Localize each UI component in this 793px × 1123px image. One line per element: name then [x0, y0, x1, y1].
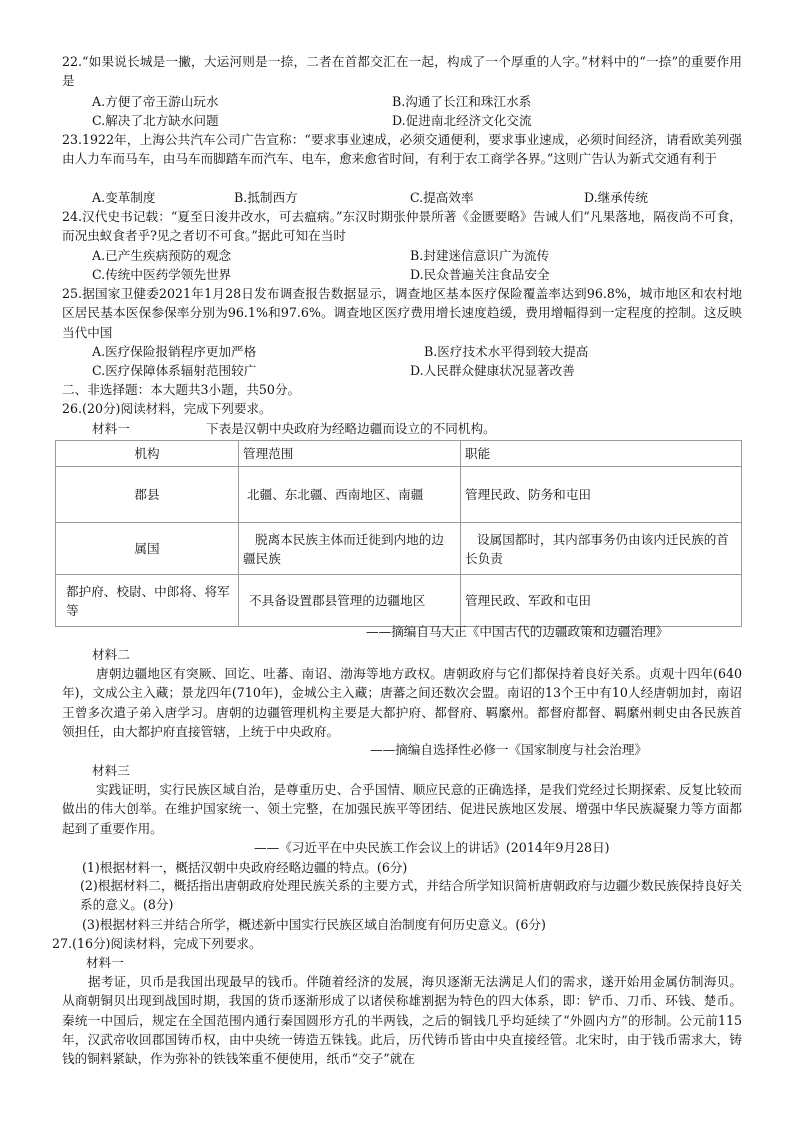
question-25-stem: 25.据国家卫健委2021年1月28日发布调查报告数据显示，调查地区基本医疗保险覆盖率达到96.8%，城市地区和农村地区居民基本医保参保率分别为96.1%和97.6%。调查地区医疗费用增长速度趋缓，费用增幅得到一定程度的控制。这反映当代中国: [62, 286, 742, 340]
material-label: 材料三: [92, 763, 130, 778]
question-22-option-d[interactable]: D.促进南北经济文化交流: [392, 113, 532, 128]
question-23-option-c[interactable]: C.提高效率: [410, 190, 474, 205]
question-27-heading: 27.(16分)阅读材料，完成下列要求。: [52, 936, 262, 951]
material-source: ——《习近平在中央民族工作会议上的讲话》(2014年9月28日): [254, 840, 610, 855]
material-3-text: 实践证明，实行民族区域自治，是尊重历史、合乎国情、顺应民意的正确选择，是我们党经过长期探索、反复比较而做出的伟大创举。在维护国家统一、领土完整，在加强民族平等团结、促进民族地区发展、增强中华民族凝聚力等方面都起到了重要作用。: [62, 782, 742, 836]
question-22-option-c[interactable]: C.解决了北方缺水问题: [92, 113, 219, 128]
material-label: 材料一: [86, 955, 124, 970]
sub-question-1: (1)根据材料一，概括汉朝中央政府经略边疆的特点。(6分): [82, 860, 408, 875]
sub-question-2: (2)根据材料二，概括指出唐朝政府处理民族关系的主要方式，并结合所学知识简析唐朝政府与边疆少数民族保持良好关系的意义。(8分): [80, 878, 742, 913]
table-header-cell: 职能: [461, 441, 742, 467]
question-23-option-b[interactable]: B.抵制西方: [234, 190, 298, 205]
question-25-option-c[interactable]: C.医疗保障体系辐射范围较广: [92, 363, 257, 378]
table-header-row: [56, 441, 742, 467]
question-24-option-d[interactable]: D.民众普遍关注食品安全: [410, 267, 550, 282]
table-row: [56, 523, 742, 575]
question-23-option-a[interactable]: A.变革制度: [92, 190, 156, 205]
question-25-option-b[interactable]: B.医疗技术水平得到较大提高: [424, 344, 589, 359]
question-26-heading: 26.(20分)阅读材料，完成下列要求。: [62, 401, 272, 416]
table-cell: 管理民政、军政和屯田: [461, 575, 742, 627]
table-cell: 都护府、校尉、中郎将、将军等: [56, 575, 239, 627]
table-row: [56, 575, 742, 627]
question-25-option-a[interactable]: A.医疗保险报销程序更加严格: [92, 344, 257, 359]
institutions-table: [55, 440, 742, 627]
table-cell: 属国: [56, 523, 239, 575]
question-25-option-d[interactable]: D.人民群众健康状况显著改善: [410, 363, 575, 378]
section-heading: 二、非选择题：本大题共3小题，共50分。: [62, 382, 301, 397]
table-row: [56, 467, 742, 523]
material-source: ——摘编自马大正《中国古代的边疆政策和边疆治理》: [366, 624, 669, 639]
material-label: 材料一: [92, 421, 130, 436]
question-22-stem: 22.“如果说长城是一撇，大运河则是一捺，二者在首都交汇在一起，构成了一个厚重的人字。”材料中的“一捺”的重要作用是: [62, 54, 742, 89]
table-cell: 脱离本民族主体而迁徙到内地的边疆民族: [239, 523, 461, 575]
material-source: ——摘编自选择性必修一《国家制度与社会治理》: [370, 742, 648, 757]
table-cell: 不具备设置郡县管理的边疆地区: [239, 575, 461, 627]
material-1-text: 据考证，贝币是我国出现最早的钱币。伴随着经济的发展，海贝逐渐无法满足人们的需求，遂开始用金属仿制海贝。从商朝铜贝出现到战国时期，我国的货币逐渐形成了以诸侯称雄割据为特色的四大体系，即：铲币、刀币、环钱、楚币。秦统一中国后，规定在全国范围内通行秦国圆形方孔的半两钱，之后的铜钱几乎均延续了“外圆内方”的形制。公元前115年，汉武帝收回郡国铸币权，由中央统一铸造五铢钱。此后，历代铸币皆由中央直接经管。北宋时，由于钱币需求大，铸钱的铜料紧缺，作为弥补的铁钱笨重不便使用，纸币“交子”就在: [62, 974, 742, 1067]
question-23-option-d[interactable]: D.继承传统: [584, 190, 649, 205]
table-header-cell: 机构: [56, 441, 239, 467]
table-cell: 设属国都时，其内部事务仍由该内迁民族的首长负责: [461, 523, 742, 575]
material-label: 材料二: [92, 647, 130, 662]
question-22-option-b[interactable]: B.沟通了长江和珠江水系: [392, 94, 532, 109]
question-24-option-c[interactable]: C.传统中医药学领先世界: [92, 267, 232, 282]
question-24-option-b[interactable]: B.封建迷信意识广为流传: [410, 248, 550, 263]
question-22-option-a[interactable]: A.方便了帝王游山玩水: [92, 94, 219, 109]
table-cell: 管理民政、防务和屯田: [461, 467, 742, 523]
material-intro: 下表是汉朝中央政府为经略边疆而设立的不同机构。: [206, 421, 496, 436]
question-24-stem: 24.汉代史书记载：“夏至日浚井改水，可去瘟病。”东汉时期张仲景所著《金匮要略》告诫人们“凡果落地，隔夜尚不可食，而况虫蚁食者乎?见之者切不可食。”据此可知在当时: [62, 209, 742, 244]
material-2-text: 唐朝边疆地区有突厥、回讫、吐蕃、南诏、渤海等地方政权。唐朝政府与它们都保持着良好关系。贞观十四年(640年)，文成公主入藏；景龙四年(710年)，金城公主入藏；唐蕃之间还数次会盟。南诏的13个王中有10人经唐朝加封，南诏王曾多次遣子弟入唐学习。唐朝的边疆管理机构主要是大都护府、都督府、羁縻州。都督府都督、羁縻州刺史由各民族首领担任，由大都护府直接管辖，上统于中央政府。: [62, 666, 742, 739]
sub-question-3: (3)根据材料三并结合所学，概述新中国实行民族区域自治制度有何历史意义。(6分): [82, 917, 546, 932]
table-header-cell: 管理范围: [239, 441, 461, 467]
question-24-option-a[interactable]: A.已产生疾病预防的观念: [92, 248, 232, 263]
table-cell: 北疆、东北疆、西南地区、南疆: [239, 467, 461, 523]
table-cell: 郡县: [56, 467, 239, 523]
question-23-stem: 23.1922年，上海公共汽车公司广告宣称：“要求事业速成，必须交通便利，要求事业速成，必须时间经济，请看欧美列强由人力车而马车，由马车而脚踏车而汽车、电车，愈来愈省时间，有利于农工商学各界。”这则广告认为新式交通有利于: [62, 132, 742, 167]
